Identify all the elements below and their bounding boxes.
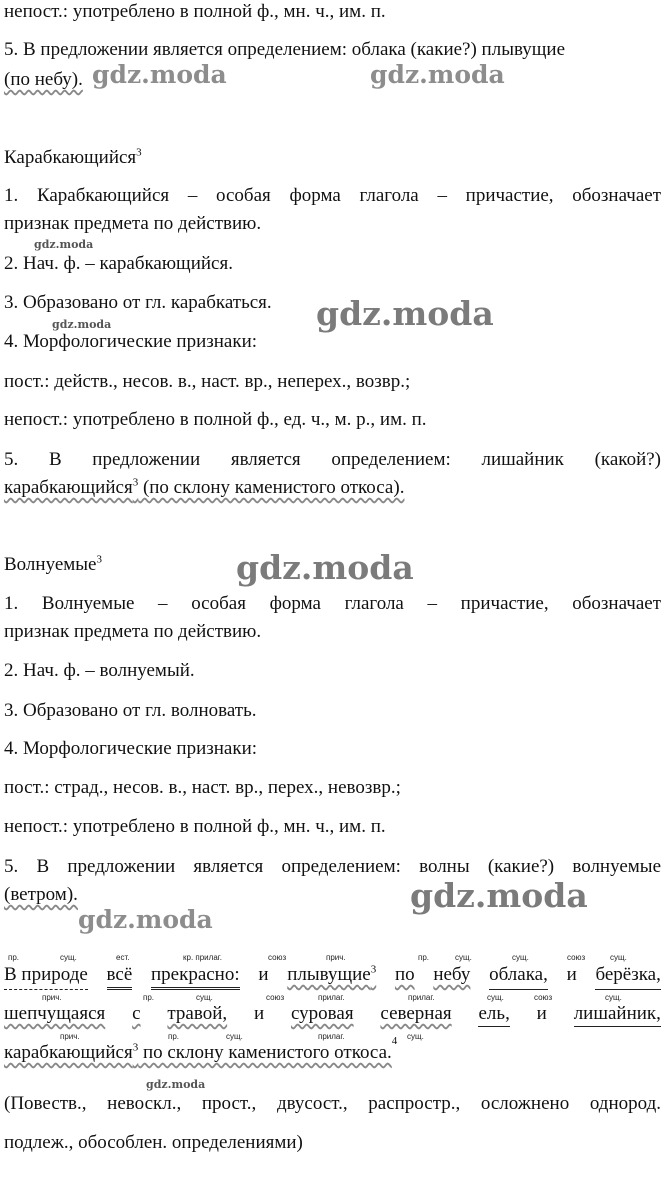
- text-line: 3. Образовано от гл. волновать.: [4, 700, 257, 721]
- parsed-word: небу: [433, 964, 471, 985]
- watermark: gdz.moda: [78, 905, 213, 934]
- grammar-label: сущ.: [512, 953, 529, 962]
- parsed-word: В природе: [4, 963, 88, 990]
- footnote-mark: 4: [391, 1035, 398, 1047]
- grammar-label: пр.: [418, 953, 430, 962]
- parsed-word: прекрасно:: [151, 963, 240, 990]
- text-line: 1. Карабкающийся – особая форма глагола – причастие, обозначает: [4, 185, 661, 206]
- text-line: признак предмета по действию.: [4, 213, 262, 234]
- parsed-word: по: [394, 964, 415, 985]
- grammar-label: сущ.: [226, 1032, 243, 1041]
- text-line: непост.: употреблено в полной ф., мн. ч., им. п.: [4, 816, 386, 837]
- parsed-word: плывущие$^3$: [287, 963, 377, 985]
- text-line: 5. В предложении является определением: волны (какие?) волнуемые: [4, 856, 661, 877]
- parsed-word: шепчущаяся: [4, 1003, 106, 1024]
- text-line: 4. Морфологические признаки:: [4, 738, 258, 759]
- grammar-label: прилаг.: [318, 1032, 345, 1041]
- watermark: gdz.moda: [410, 876, 588, 915]
- parsed-word: с: [132, 1003, 141, 1024]
- parsed-word: облака,: [489, 963, 548, 990]
- grammar-label: сущ.: [455, 953, 472, 962]
- parsed-word: травой,: [167, 1003, 228, 1024]
- footnote-mark: 3: [96, 553, 102, 566]
- parsed-word: суровая: [290, 1003, 354, 1024]
- text-line: 3. Образовано от гл. карабкаться.: [4, 292, 272, 313]
- grammar-label: сущ.: [60, 953, 77, 962]
- text-line: 5. В предложении является определением: облака (какие?) плывущие: [4, 39, 566, 60]
- watermark: gdz.moda: [316, 294, 494, 333]
- parsed-word: северная: [380, 1003, 452, 1024]
- grammar-label: прич.: [42, 993, 62, 1002]
- grammar-label: сущ.: [605, 993, 622, 1002]
- grammar-label: прилаг.: [408, 993, 435, 1002]
- parsed-phrase: карабкающийся$^3$ по склону каменистого откоса.: [4, 1041, 392, 1063]
- text-line: пост.: страд., несов. в., наст. вр., перех., невозвр.;: [4, 777, 401, 798]
- text-line: непост.: употреблено в полной ф., мн. ч., им. п.: [4, 1, 386, 22]
- grammar-label: прич.: [326, 953, 346, 962]
- parsed-word: и: [258, 964, 269, 985]
- grammar-label: союз: [266, 993, 285, 1002]
- text-line: 1. Волнуемые – особая форма глагола – причастие, обозначает: [4, 593, 661, 614]
- text-line: пост.: действ., несов. в., наст. вр., неперех., возвр.;: [4, 371, 411, 392]
- watermark: gdz.moda: [370, 60, 505, 89]
- watermark: gdz.moda: [146, 1078, 206, 1091]
- watermark: gdz.moda: [92, 60, 227, 89]
- summary-line: подлеж., обособлен. определениями): [4, 1132, 303, 1153]
- grammar-label: союз: [534, 993, 553, 1002]
- parsed-sentence-line: [4, 1002, 661, 1027]
- grammar-label: пр.: [143, 993, 155, 1002]
- text-line: 2. Нач. ф. – карабкающийся.: [4, 253, 233, 274]
- watermark: gdz.moda: [236, 548, 414, 587]
- parsed-word: и: [536, 1003, 547, 1024]
- text-line: признак предмета по действию.: [4, 621, 262, 642]
- grammar-label: сущ.: [407, 1032, 424, 1041]
- watermark: gdz.moda: [34, 238, 94, 251]
- text-line: 2. Нач. ф. – волнуемый.: [4, 660, 195, 681]
- watermark: gdz.moda: [52, 318, 112, 331]
- grammar-label: ест.: [116, 953, 130, 962]
- grammar-label: кр. прилаг.: [183, 953, 222, 962]
- grammar-label: прич.: [60, 1032, 80, 1041]
- parsed-word: и: [253, 1003, 265, 1024]
- text-line: [4, 476, 661, 500]
- text-line: 5. В предложении является определением: лишайник (какой?): [4, 449, 661, 470]
- section-heading: [4, 146, 661, 170]
- parsed-word: ель,: [478, 1002, 509, 1027]
- parsed-word: берёзка,: [595, 963, 660, 990]
- underlined-phrase: карабкающийся$^3$ (по склону каменистого откоса).: [4, 476, 405, 498]
- heading-text: Карабкающийся: [4, 147, 137, 168]
- grammar-label: пр.: [168, 1032, 180, 1041]
- heading-text: Волнуемые: [4, 554, 97, 575]
- underlined-phrase: (по небу).: [4, 69, 83, 90]
- parsed-word: лишайник,: [574, 1002, 661, 1027]
- parsed-sentence-line: [4, 963, 661, 990]
- summary-line: (Повеств., невоскл., прост., двусост., распростр., осложнено однород.: [4, 1093, 661, 1114]
- grammar-label: сущ.: [487, 993, 504, 1002]
- grammar-label: сущ.: [196, 993, 213, 1002]
- text-line: 4. Морфологические признаки:: [4, 331, 258, 352]
- footnote-mark: 3: [136, 146, 142, 159]
- underlined-phrase: (ветром).: [4, 884, 78, 905]
- grammar-label: союз: [567, 953, 586, 962]
- grammar-label: прилаг.: [318, 993, 345, 1002]
- parsed-word: всё: [107, 963, 133, 990]
- text-line: непост.: употреблено в полной ф., ед. ч., м. р., им. п.: [4, 409, 427, 430]
- grammar-label: пр.: [8, 953, 20, 962]
- grammar-label: союз: [268, 953, 287, 962]
- parsed-word: и: [566, 964, 577, 985]
- grammar-label: сущ.: [610, 953, 627, 962]
